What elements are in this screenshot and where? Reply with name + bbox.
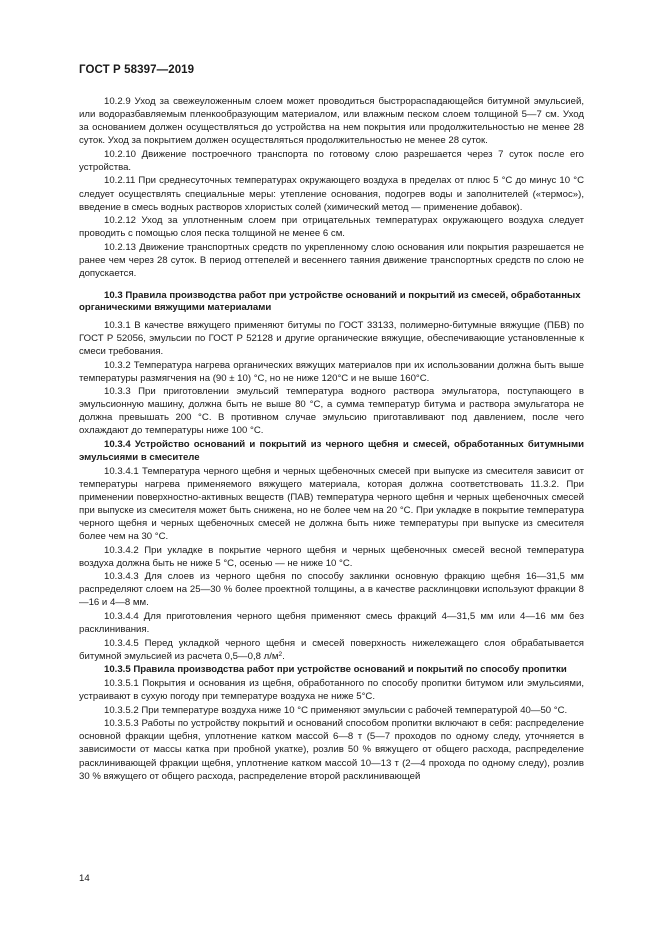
- paragraph-tail: .: [282, 650, 285, 662]
- paragraph: 10.2.10 Движение построечного транспорта по готовому слою разрешается через 7 суток после его устройства.: [79, 148, 584, 173]
- paragraph: 10.3.5.2 При температуре воздуха ниже 10 °С применяют эмульсии с рабочей температурой 40—50 °С.: [104, 704, 568, 716]
- paragraph: 10.3.5.1 Покрытия и основания из щебня, обработанного по способу пропитки битумом или эмульсиями, устраивают в сухую погоду при температуре воздуха не ниже 5°С.: [79, 678, 584, 703]
- paragraph: 10.3.4.1 Температура черного щебня и черных щебеночных смесей при выпуске из смесителя зависит от температуры нагрева применяемого вяжущего материала, которая должна соответствовать 11.3.2. При применении поверхностно-активных веществ (ПАВ) температура черного щебня и черных щебеночных смесей при выпуске из смесителя может быть снижена, но не более чем на 20 °С. При укладке в покрытие температура черного щебня и черных щебеночных смесей не должна быть ниже температуры при выпуске из смесителя более чем на 30 °С.: [79, 465, 584, 542]
- paragraph: 10.3.4.4 Для приготовления черного щебня применяют смесь фракций 4—31,5 мм или 4—16 мм без расклинивания.: [79, 611, 584, 636]
- document-body: [79, 95, 584, 783]
- paragraph-text: 10.3.4.5 Перед укладкой черного щебня и смесей поверхность нижележащего слоя обрабатывается битумной эмульсией из расчета 0,5—0,8 л/м: [79, 637, 584, 662]
- subsection-heading: 10.3.4 Устройство оснований и покрытий из черного щебня и смесей, обработанных битумными эмульсиями в смесителе: [79, 439, 584, 464]
- paragraph: 10.3.5.3 Работы по устройству покрытий и оснований способом пропитки включают в себя: распределение основной фракции щебня, уплотнение катком массой 6—8 т (5—7 проходов по одному следу, уточняется в зависимости от массы катка при пробной укатке), розлив 50 % вяжущего от общего расхода, распределение расклинивающей фракции щебня, уплотнение катком массой 10—13 т (2—4 прохода по одному следу), розлив 30 % вяжущего от общего расхода, распределение второй расклинивающей: [79, 718, 584, 782]
- document-header: ГОСТ Р 58397—2019: [79, 64, 195, 76]
- section-heading: 10.3 Правила производства работ при устройстве оснований и покрытий из смесей, обработанных органическими вяжущими материалами: [79, 290, 581, 314]
- paragraph: 10.3.3 При приготовлении эмульсий температура водного раствора эмульгатора, поступающего в эмульсионную машину, должна быть не выше 80 °С, а сумма температур битума и раствора эмульгатора не должна превышать 200 °С. В противном случае эмульсию приготавливают под давлением, после чего охлаждают до температуры ниже 100 °С.: [79, 386, 584, 437]
- paragraph: 10.3.4.2 При укладке в покрытие черного щебня и черных щебеночных смесей весной температура воздуха должна быть не ниже 5 °С, осенью — не ниже 10 °С.: [79, 544, 584, 569]
- subsection-heading: 10.3.5 Правила производства работ при устройстве оснований и покрытий по способу пропитки: [104, 664, 567, 676]
- paragraph: 10.3.2 Температура нагрева органических вяжущих материалов при их использовании должна быть выше температуры размягчения на (90 ± 10) °С, но не ниже 120°С и не выше 160°С.: [79, 359, 584, 384]
- paragraph: 10.2.9 Уход за свежеуложенным слоем может проводиться быстрораспадающейся битумной эмульсией, или водоразбавляемым пленкообразующим материалом, или влажным песком слоем толщиной 5—7 см. Уход за основанием должен осуществляться до устройства на нем покрытия или продолжительностью не менее 28 суток. Уход за покрытием должен осуществляться продолжительностью не менее 28 суток.: [79, 96, 584, 147]
- page-number: 14: [79, 873, 90, 884]
- paragraph: 10.3.1 В качестве вяжущего применяют битумы по ГОСТ 33133, полимерно-битумные вяжущие (ПБВ) по ГОСТ Р 52056, эмульсии по ГОСТ Р 52128 и другие органические вяжущие, обеспечивающие установленные к смеси требования.: [79, 319, 584, 357]
- paragraph: 10.2.13 Движение транспортных средств по укрепленному слою основания или покрытия разрешается не ранее чем через 28 суток. В период оттепелей и весеннего таяния движение транспортных средств по слою не допускается.: [79, 241, 584, 279]
- superscript: 2: [278, 650, 283, 658]
- paragraph: 10.2.12 Уход за уплотненным слоем при отрицательных температурах окружающего воздуха следует проводить с помощью слоя песка толщиной не менее 6 см.: [79, 215, 584, 240]
- paragraph: 10.3.4.3 Для слоев из черного щебня по способу заклинки основную фракцию щебня 16—31,5 мм распределяют слоем на 25—30 % более проектной толщины, а в качестве расклинцовки используют фракции 8—16 и 4—8 мм.: [79, 571, 584, 609]
- paragraph-with-superscript: [79, 637, 584, 663]
- paragraph: 10.2.11 При среднесуточных температурах окружающего воздуха в пределах от плюс 5 °С до минус 10 °С следует осуществлять специальные меры: утепление основания, подогрев воды и заполнителей («термос»), введение в смесь водных растворов хлористых солей (химический метод — применение добавок).: [79, 175, 584, 213]
